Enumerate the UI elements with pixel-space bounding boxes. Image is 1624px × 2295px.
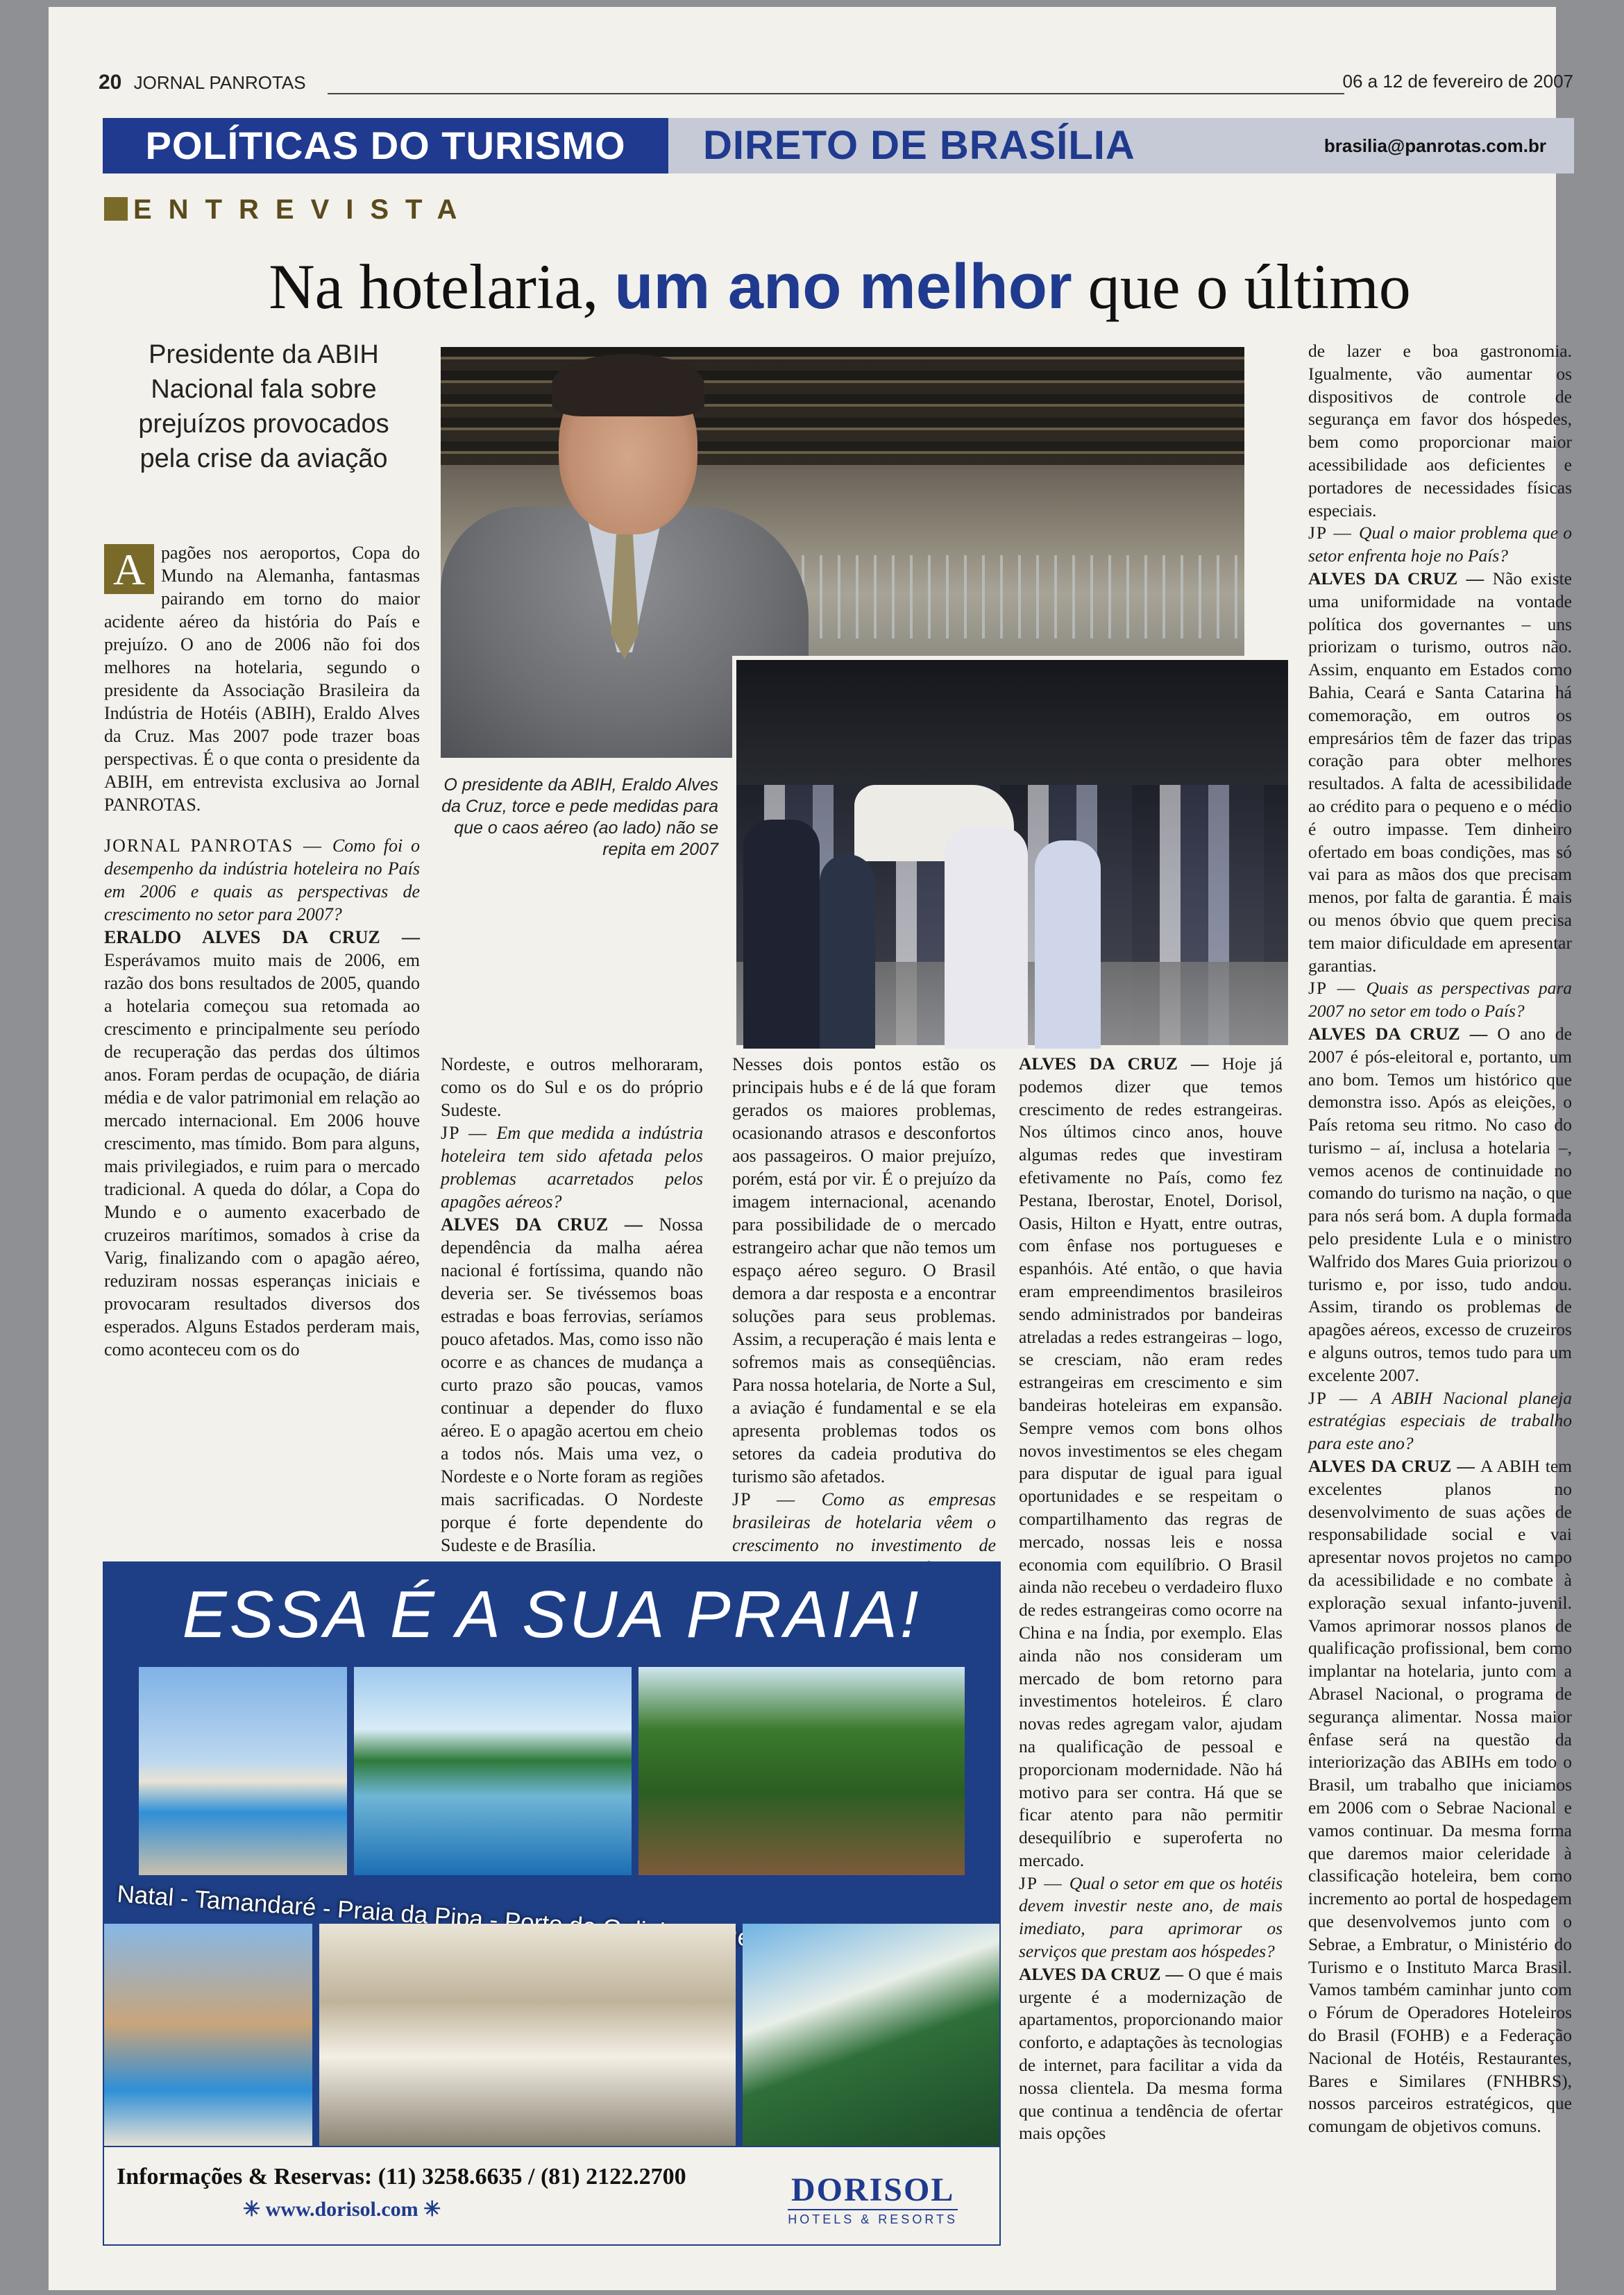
ad-destinations: Natal - Tamandaré - Praia da Pipa - Porto	[116, 1880, 564, 1939]
subheadline: Presidente da ABIH Nacional fala sobre prejuízos provocados pela crise da aviação	[138, 340, 389, 473]
ad-photo-garden	[638, 1667, 965, 1875]
drop-cap: A	[104, 544, 154, 594]
airport-crowd-photo	[732, 656, 1288, 1045]
section-marker	[104, 197, 128, 221]
page-number: 20	[99, 71, 122, 94]
newspaper-page	[49, 7, 1573, 2290]
running-head	[99, 71, 1573, 101]
question-3: JP — Como as empresas brasileiras de hotelaria vêem o crescimento no investimento de	[732, 1489, 996, 1555]
answer-6: ALVES DA CRUZ — O ano de 2007 é pós-eleitoral e, portanto, um ano bom. Temos um histórico que demonstra isso. Após as eleições, o País retoma seu ritmo. No caso do turismo – aí, inclusa a hotelaria –, vemos acenos de continuidade no comando do turismo na nação, o que para nós será bom. A dupla formada pelo presidente Lula e o ministro Walfrido dos Mares Guia priorizou o turismo e, por isso, tudo andou. Assim, tirando os problemas de apagões aéreos, excesso de cruzeiros e alguns outros, temos tudo para um excelente 2007.	[1308, 1023, 1572, 1385]
issue-date: 06 a 12 de fevereiro de 2007	[1342, 71, 1573, 92]
question-5: JP — Qual o maior problema que o setor enfrenta hoje no País?	[1308, 523, 1572, 566]
article-intro: A pagões nos aeroportos, Copa do Mundo na Alemanha, fantasmas pairando em torno do maior acidente aéreo da história do País e prejuízo. O ano de 2006 não foi dos melhores na hotelaria, segundo o presidente da Associação Brasileira da Indústria de Hotéis (ABIH), Eraldo Alves da Cruz. Mas 2007 pode trazer boas perspectivas. É o que conta o presidente da ABIH, em entrevista exclusiva ao Jornal PANROTAS.	[104, 543, 420, 815]
article-column-1	[104, 541, 420, 1361]
ad-photo-coast	[743, 1924, 999, 2146]
publication-name: JORNAL PANROTAS	[133, 72, 306, 93]
answer-3: ALVES DA CRUZ — Hoje já podemos dizer que temos crescimento de redes estrangeiras. Nos últimos cinco anos, houve algumas redes que investiram efetivamente no País, como fez Pestana, Iberostar, Enotel, Dorisol, Oasis, Hilton e Hyatt, entre outras, com ênfase nos portugueses e espanhóis. Até então, o que havia eram empreendimentos brasileiros sendo administrados por bandeiras atreladas a redes estrangeiras – logo, se cresciam, não eram redes estrangeiras em crescimento e sim bandeiras hoteleiras em expansão. Sempre vemos com bons olhos novos investimentos se eles chegam para disputar de igual para igual oportunidades e se respeitam o compartilhamento das regras de mercado, nossas leis e nossa economia com equilíbrio. O Brasil ainda não recebeu o verdadeiro fluxo de redes estrangeiras como ocorre na China e na Índia, por exemplo. Elas ainda não nos consideram um mercado de bom retorno para investimentos hoteleiros. É claro novas redes agregam valor, ajudam na qualificação de pessoal e proporcionam modernidade. Não há motivo para ser contra. Há que se ficar atento para não permitir desequilíbrio e superoferta no mercado.	[1019, 1053, 1283, 1870]
answer-1: ERALDO ALVES DA CRUZ — Esperávamos muito mais de 2006, em razão dos bons resultados de 2005, quando a hotelaria começou sua retomada ao crescimento e principalmente seu período de recuperação das perdas dos últimos anos. Foram perdas de ocupação, de diária média e de valor patrimonial em relação ao mercado internacional. Em 2006 houve crescimento, mas tímido. Bom para alguns, mais privilegiados, e ruim para o mercado tradicional. A queda do dólar, a Copa do Mundo e o aumento exacerbado de cruzeiros marítimos, somados à crise da Varig, finalizando com o apagão aéreo, reduziram nossas esperanças iniciais e provocaram resultados diversos dos esperados. Alguns Estados perderam mais, como aconteceu com os do	[104, 927, 420, 1360]
answer-7: ALVES DA CRUZ — A ABIH tem excelentes planos no desenvolvimento de suas ações de responsabilidade social e vai apresentar novos projetos no campo da acessibilidade e no combate à exploração sexual infanto-juvenil. Vamos aprimorar nossos planos de qualificação profissional, bem como implantar na hotelaria, junto com a Abrasel Nacional, o programa de segurança alimentar. Nossa maior ênfase será na questão da interiorização das ABIHs em todo o Brasil, um trabalho que iniciamos em 2006 com o Sebrae Nacional e vamos continuar. Da mesma forma que daremos maior celeridade à classificação hoteleira, bem como incremento ao portal de hospedagem que desenvolvemos junto com o Sebrae, a Embratur, o Ministério do Turismo e o Instituto Marca Brasil. Vamos também caminhar junto com o Fórum de Operadores Hoteleiros do Brasil (FOHB) e a Federação Nacional de Hotéis, Restaurantes, Bares e Similares (FNHBRS), nossos parceiros estratégicos, que comungam de objetivos comuns.	[1308, 1456, 1572, 2137]
answer-5: ALVES DA CRUZ — Não existe uma uniformidade na vontade política dos governantes – uns priorizam o turismo, outros não. Assim, enquanto em Estados como Bahia, Ceará e Santa Catarina há comemoração, em outros os empresários têm de fazer das tripas coração para obter melhores resultados. A falta de acessibilidade ao crédito para o pequeno e o médio é outro impasse. Tem dinheiro ofertado em boas condições, mas só vai para as mãos dos que precisam menos, por falta de garantia. É mais ou menos óbvio que quem precisa tem maior dificuldade em apresentar garantias.	[1308, 568, 1572, 976]
question-7: JP — A ABIH Nacional planeja estratégias especiais de trabalho para este ano?	[1308, 1387, 1572, 1454]
ad-photo-lagoon	[354, 1667, 632, 1875]
ad-title: ESSA É A SUA PRAIA!	[182, 1577, 922, 1652]
answer-2: ALVES DA CRUZ — Nossa dependência da malha aérea nacional é fortíssima, quando não deveria ser. Se tivéssemos boas estradas e boas ferrovias, seríamos pouco afetados. Mas, como isso não ocorre e as chances de mudança a curto prazo são poucas, vamos continuar a depender do fluxo aéreo. E o apagão acertou em cheio a todos nós. Mais uma vez, o Nordeste e o Norte foram as regiões mais sacrificadas. O Nordeste porque é forte dependente do Sudeste e de Brasília.	[441, 1214, 703, 1555]
section-label: ENTREVISTA	[104, 194, 473, 229]
ad-website[interactable]: ✳ www.dorisol.com ✳	[243, 2198, 441, 2221]
ad-phones[interactable]: (11) 3258.6635 / (81) 2122.2700	[378, 2164, 686, 2190]
question-2: JP — Em que medida a indústria hoteleira tem sido afetada pelos problemas acarretados pelos apagões aéreos?	[441, 1123, 703, 1212]
photo-caption: O presidente da ABIH, Eraldo Alves da Cruz, torce e pede medidas para que o caos aéreo (ao lado) não se repita em 2007	[441, 775, 718, 859]
header-rule	[328, 93, 1344, 94]
question-1: JORNAL PANROTAS — Como foi o desempenho da indústria hoteleira no País em 2006 e quais as perspectivas de crescimento no setor para 2007?	[104, 836, 420, 924]
question-6: JP — Quais as perspectivas para 2007 no setor em todo o País?	[1308, 978, 1572, 1022]
headline: Na hotelaria, um ano melhor que o último	[269, 251, 1411, 322]
contact-email[interactable]: brasilia@panrotas.com.br	[1323, 135, 1546, 156]
banner-title: POLÍTICAS DO TURISMO	[103, 118, 668, 173]
ad-photo-veranda	[319, 1924, 736, 2146]
article-column-3: Nesses dois pontos estão os principais hubs e é de lá que foram gerados os maiores problemas, ocasionando atrasos e desconfortos aos passageiros. O maior prejuízo, porém, está por vir. É o prejuízo da imagem internacional, acenando para possibilidade de o mercado estrangeiro achar que não temos um espaço aéreo seguro. O Brasil demora a dar resposta e a encontrar soluções para seus problemas. Assim, a recuperação é mais lenta e sofremos mais as conseqüências. Para nossa hotelaria, de Norte a Sul, a aviação é fundamental e se ela apresenta problemas todos os setores da cadeia produtiva do turismo são afetados. JP — Como as empresas brasileiras de hotelaria vêem o crescimento no investimento de	[732, 1053, 996, 1580]
article-column-4	[1019, 1053, 1283, 2145]
ad-photo-hotel	[104, 1924, 312, 2146]
ad-footer	[104, 2147, 999, 2244]
ad-photo-pool	[139, 1667, 347, 1875]
headline-highlight: um ano melhor	[614, 251, 1072, 322]
answer-4: ALVES DA CRUZ — O que é mais urgente é a modernização de apartamentos, proporcionando maior conforto, e adaptações às tecnologias de internet, para facilitar a vida da nossa clientela. Da mesma forma que continua a tendência de ofertar mais opções	[1019, 1963, 1283, 2144]
dorisol-advertisement[interactable]	[103, 1561, 1001, 2246]
ad-contact: Informações & Reservas: (11) 3258.6635 / (81) 2122.2700	[117, 2164, 686, 2190]
question-4: JP — Qual o setor em que os hotéis devem investir neste ano, de mais imediato, para aprimorar os serviços que prestam aos hóspedes?	[1019, 1872, 1283, 1962]
article-column-2: Nordeste, e outros melhoraram, como os do Sul e os do próprio Sudeste. JP — Em que medida a indústria hoteleira tem sido afetada pelos problemas acarretados pelos apagões aéreos? ALVES DA CRUZ — Nossa dependência da malha aérea nacional é fortíssima, quando não deveria ser. Se tivéssemos boas estradas e boas ferrovias, seríamos pouco afetados. Mas, como isso não ocorre e as chances de mudança a curto prazo são poucas, vamos continuar a depender do fluxo aéreo. E o apagão acertou em cheio a todos nós. Mais uma vez, o Nordeste e o Norte foram as regiões mais sacrificadas. O Nordeste porque é forte dependente do Sudeste e de Brasília.	[441, 1054, 703, 1555]
section-banner	[103, 118, 1574, 173]
banner-subtitle: DIRETO DE BRASÍLIA	[703, 123, 1135, 168]
dorisol-logo: DORISOL HOTELS & RESORTS	[788, 2171, 958, 2226]
article-column-5: de lazer e boa gastronomia. Igualmente, vão aumentar os dispositivos de controle de segurança em favor dos hóspedes, bem como proporcionar maior acessibilidade aos deficientes e portadores de necessidades físicas especiais. JP — Qual o maior problema que o setor enfrenta hoje no País? ALVES DA CRUZ — Não existe uma uniformidade na vontade política dos governantes – uns priorizam o turismo, outros não. Assim, enquanto em Estados como Bahia, Ceará e Santa Catarina há comemoração, em outros os empresários têm de fazer das tripas coração para obter melhores resultados. A falta de acessibilidade ao crédito para o pequeno e o médio é outro impasse. Tem dinheiro ofertado em boas condições, mas só vai para as mãos dos que precisam menos, por falta de garantia. É mais ou menos óbvio que quem precisa tem maior dificuldade em apresentar garantias. JP — Quais as perspectivas para 2007 no setor em todo o País? ALVES DA CRUZ — O ano de 2007 é pós-eleitoral e, portanto, um ano bom. Temos um histórico que demonstra isso. Após as eleições, o País retoma seu ritmo. No caso do turismo – aí, inclusa a hotelaria –, vemos acenos de continuidade no comando do turismo na nação, o que para nós será bom. A dupla formada pelo presidente Lula e o ministro Walfrido dos Mares Guia priorizou o turismo e, por isso, tudo andou. Assim, tirando os problemas de apagões aéreos, excesso de cruzeiros e alguns outros, temos tudo para um excelente 2007. JP — A ABIH Nacional planeja estratégias especiais de trabalho para este ano? ALVES DA CRUZ — A ABIH tem excelentes planos no desenvolvimento de suas ações de responsabilidade social e vai apresentar novos projetos no campo da acessibilidade e no combate à exploração sexual infanto-juvenil. Vamos aprimorar nossos planos de qualificação profissional, bem como implantar na hotelaria, junto com a Abrasel Nacional, o programa de segurança alimentar. Nossa maior ênfase será na questão da interiorização das ABIHs em todo o Brasil, um trabalho que iniciamos em 2006 com o Sebrae Nacional e vamos continuar. Da mesma forma que daremos maior celeridade à classificação hoteleira, bem como incremento ao portal de hospedagem que desenvolvemos junto com o Sebrae, a Embratur, o Ministério do Turismo e o Instituto Marca Brasil. Vamos também caminhar junto com o Fórum de Operadores Hoteleiros do Brasil (FOHB) e a Federação Nacional de Hotéis, Restaurantes, Bares e Similares (FNHBRS), nossos parceiros estratégicos, que comungam de objetivos comuns.	[1308, 340, 1572, 2138]
